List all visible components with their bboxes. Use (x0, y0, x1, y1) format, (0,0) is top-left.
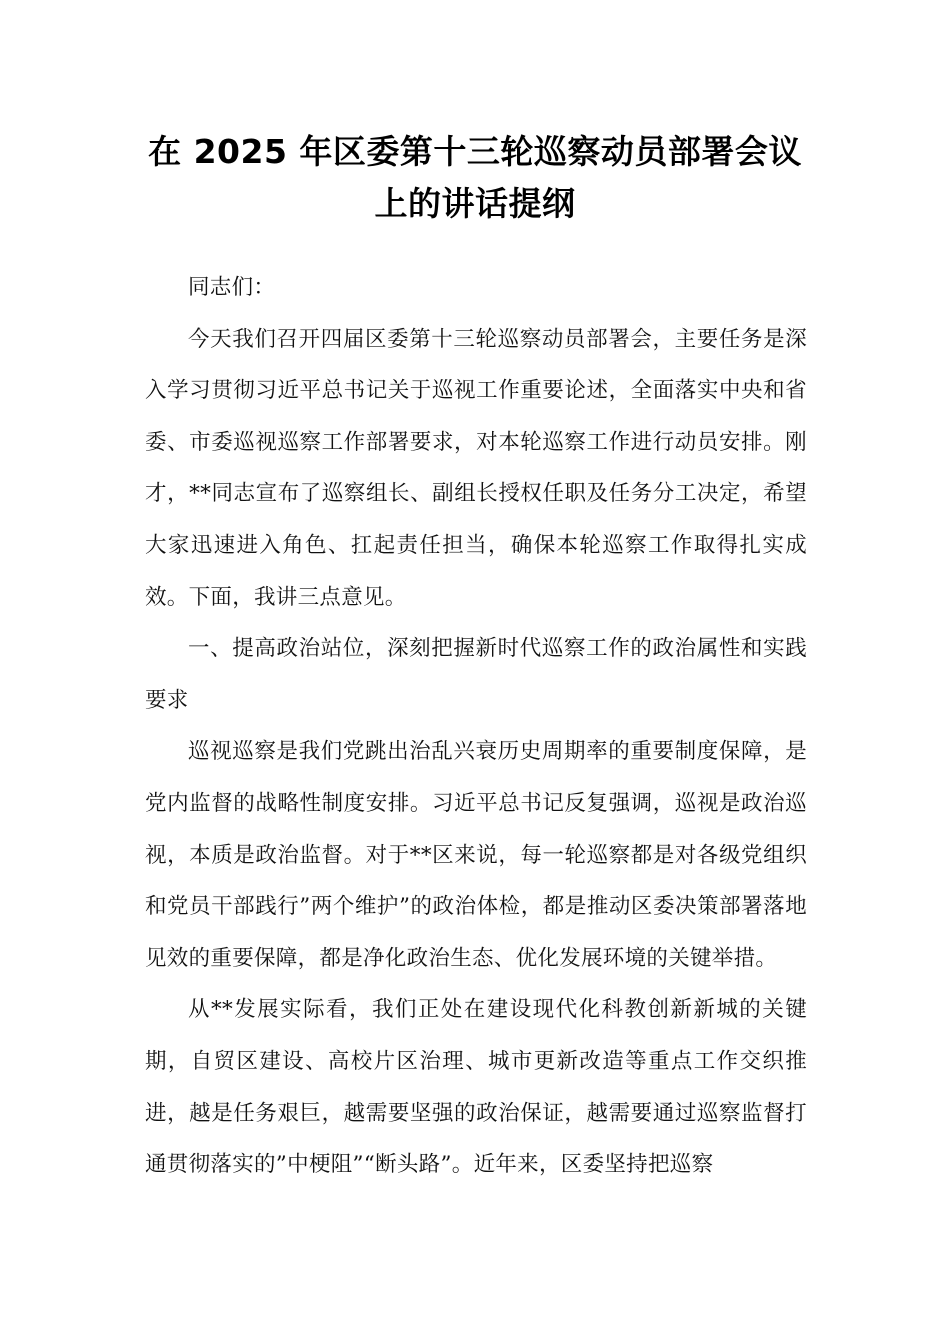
paragraph-body-2: 从**发展实际看，我们正处在建设现代化科教创新新城的关键期，自贸区建设、高校片区治理、城市更新改造等重点工作交织推进，越是任务艰巨，越需要坚强的政治保证，越需要通过巡察监督打通贯彻落实的”中梗阻”“断头路”。近年来，区委坚持把巡察 (145, 997, 807, 1178)
document-title (140, 126, 810, 230)
paragraph-body-1: 巡视巡察是我们党跳出治乱兴衰历史周期率的重要制度保障，是党内监督的战略性制度安排。习近平总书记反复强调，巡视是政治巡视，本质是政治监督。对于**区来说，每一轮巡察都是对各级党组织和党员干部践行”两个维护”的政治体检，都是推动区委决策部署落地见效的重要保障，都是净化政治生态、优化发展环境的关键举措。 (145, 739, 807, 971)
title-line-1: 在 2025 年区委第十三轮巡察动员部署会议 (148, 132, 802, 171)
document-body (145, 262, 807, 1191)
title-line-2: 上的讲话提纲 (374, 184, 576, 223)
paragraph-intro: 今天我们召开四届区委第十三轮巡察动员部署会，主要任务是深入学习贯彻习近平总书记关于巡视工作重要论述，全面落实中央和省委、市委巡视巡察工作部署要求，对本轮巡察工作进行动员安排。刚才，**同志宣布了巡察组长、副组长授权任职及任务分工决定，希望大家迅速进入角色、扛起责任担当，确保本轮巡察工作取得扎实成效。下面，我讲三点意见。 (145, 326, 807, 610)
salutation: 同志们： (188, 275, 276, 300)
section-heading-1: 一、提高政治站位，深刻把握新时代巡察工作的政治属性和实践要求 (145, 636, 807, 713)
